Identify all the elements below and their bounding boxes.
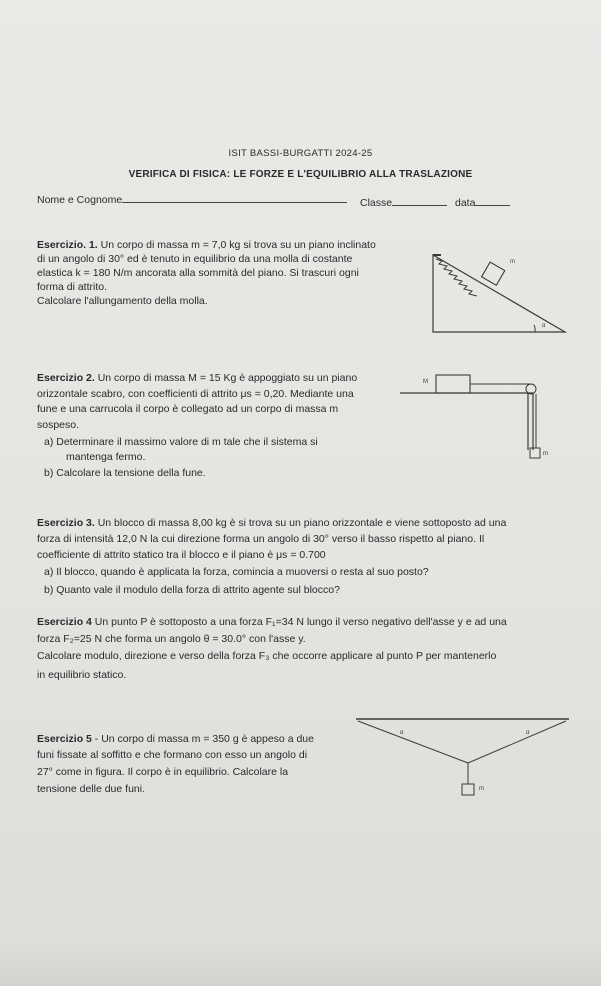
ex5-line-3: 27° come in figura. Il corpo è in equilibrio. Calcolare la <box>37 766 289 778</box>
ex1-line-4: forma di attrito. <box>37 281 108 293</box>
page-bottom-shadow <box>0 946 601 986</box>
ex4-heading: Esercizio 4 <box>37 616 92 628</box>
ex4-line-4: in equilibrio statico. <box>37 669 127 681</box>
ex3-heading: Esercizio 3. <box>37 517 95 529</box>
ex2-line-4: sospeso. <box>37 419 80 431</box>
date-label: data <box>455 197 476 209</box>
ex5-line-2: funi fissate al soffitto e che formano con esso un angolo di <box>37 749 308 761</box>
ex2-small-mass-label: m <box>543 451 548 457</box>
ex1-line-3: elastica k = 180 N/m ancorata alla sommità del piano. Si trascuri ogni <box>37 267 359 279</box>
ex1-angle-label: α <box>542 323 546 329</box>
ex3-question-a: a) Il blocco, quando è applicata la forza, comincia a muoversi o resta al suo posto? <box>44 566 429 578</box>
ex1-task: Calcolare l'allungamento della molla. <box>37 295 208 307</box>
school-header: ISIT BASSI-BURGATTI 2024-25 <box>228 148 373 159</box>
ex2-line-2: orizzontale scabro, con coefficienti di attrito μs = 0,20. Mediante una <box>37 388 354 400</box>
ex2-line-1: Esercizio 2. Un corpo di massa M = 15 Kg è appoggiato su un piano <box>37 372 358 384</box>
ex5-angle-right-label: α <box>526 730 530 736</box>
ex3-line-2: forza di intensità 12,0 N la cui direzione forma un angolo di 30° verso il basso rispetto al piano. Il <box>37 533 485 545</box>
ex5-heading: Esercizio 5 <box>37 733 92 745</box>
ex2-question-b: b) Calcolare la tensione della fune. <box>44 467 206 479</box>
ex2-question-a: a) Determinare il massimo valore di m tale che il sistema si <box>44 436 318 448</box>
ex2-question-a-cont: mantenga fermo. <box>66 451 146 463</box>
ex1-line-1: Esercizio. 1. Un corpo di massa m = 7,0 kg si trova su un piano inclinato <box>37 239 376 251</box>
ex2-big-mass-label: M <box>423 379 428 385</box>
ex5-line-4: tensione delle due funi. <box>37 783 145 795</box>
class-label: Classe <box>360 197 393 209</box>
ex5-block <box>462 784 474 795</box>
ex3-question-b: b) Quanto vale il modulo della forza di attrito agente sul blocco? <box>44 584 340 596</box>
ex1-heading: Esercizio. 1. <box>37 239 98 251</box>
ex2-heading: Esercizio 2. <box>37 372 95 384</box>
ex4-line-1: Esercizio 4 Un punto P è sottoposto a una forza F₁=34 N lungo il verso negativo dell'asse y e ad una <box>37 616 507 628</box>
ex5-angle-left-label: α <box>400 730 404 736</box>
ex3-line-1: Esercizio 3. Un blocco di massa 8,00 kg è si trova su un piano orizzontale e viene sottoposto ad una <box>37 517 507 529</box>
ex3-line-3: coefficiente di attrito statico tra il blocco e il piano è μs = 0.700 <box>37 549 326 561</box>
ex1-mass-label: m <box>510 259 515 265</box>
test-title: VERIFICA DI FISICA: LE FORZE E L'EQUILIBRIO ALLA TRASLAZIONE <box>128 169 473 180</box>
ex5-line-1: Esercizio 5 - Un corpo di massa m = 350 g è appeso a due <box>37 733 314 745</box>
ex4-line-2: forza F₂=25 N che forma un angolo θ = 30.0° con l'asse y. <box>37 633 306 645</box>
rope-right <box>468 721 566 763</box>
rope-left <box>358 721 468 763</box>
name-label: Nome e Cognome <box>37 194 123 206</box>
ex1-line-2: di un angolo di 30° ed è tenuto in equilibrio da una molla di costante <box>37 253 353 265</box>
ex2-line-3: fune e una carrucola il corpo è collegato ad un corpo di massa m <box>37 403 339 415</box>
ex4-line-3: Calcolare modulo, direzione e verso della forza F₃ che occorre applicare al punto P per mantenerlo <box>37 650 497 662</box>
ex5-mass-label: m <box>479 786 484 792</box>
